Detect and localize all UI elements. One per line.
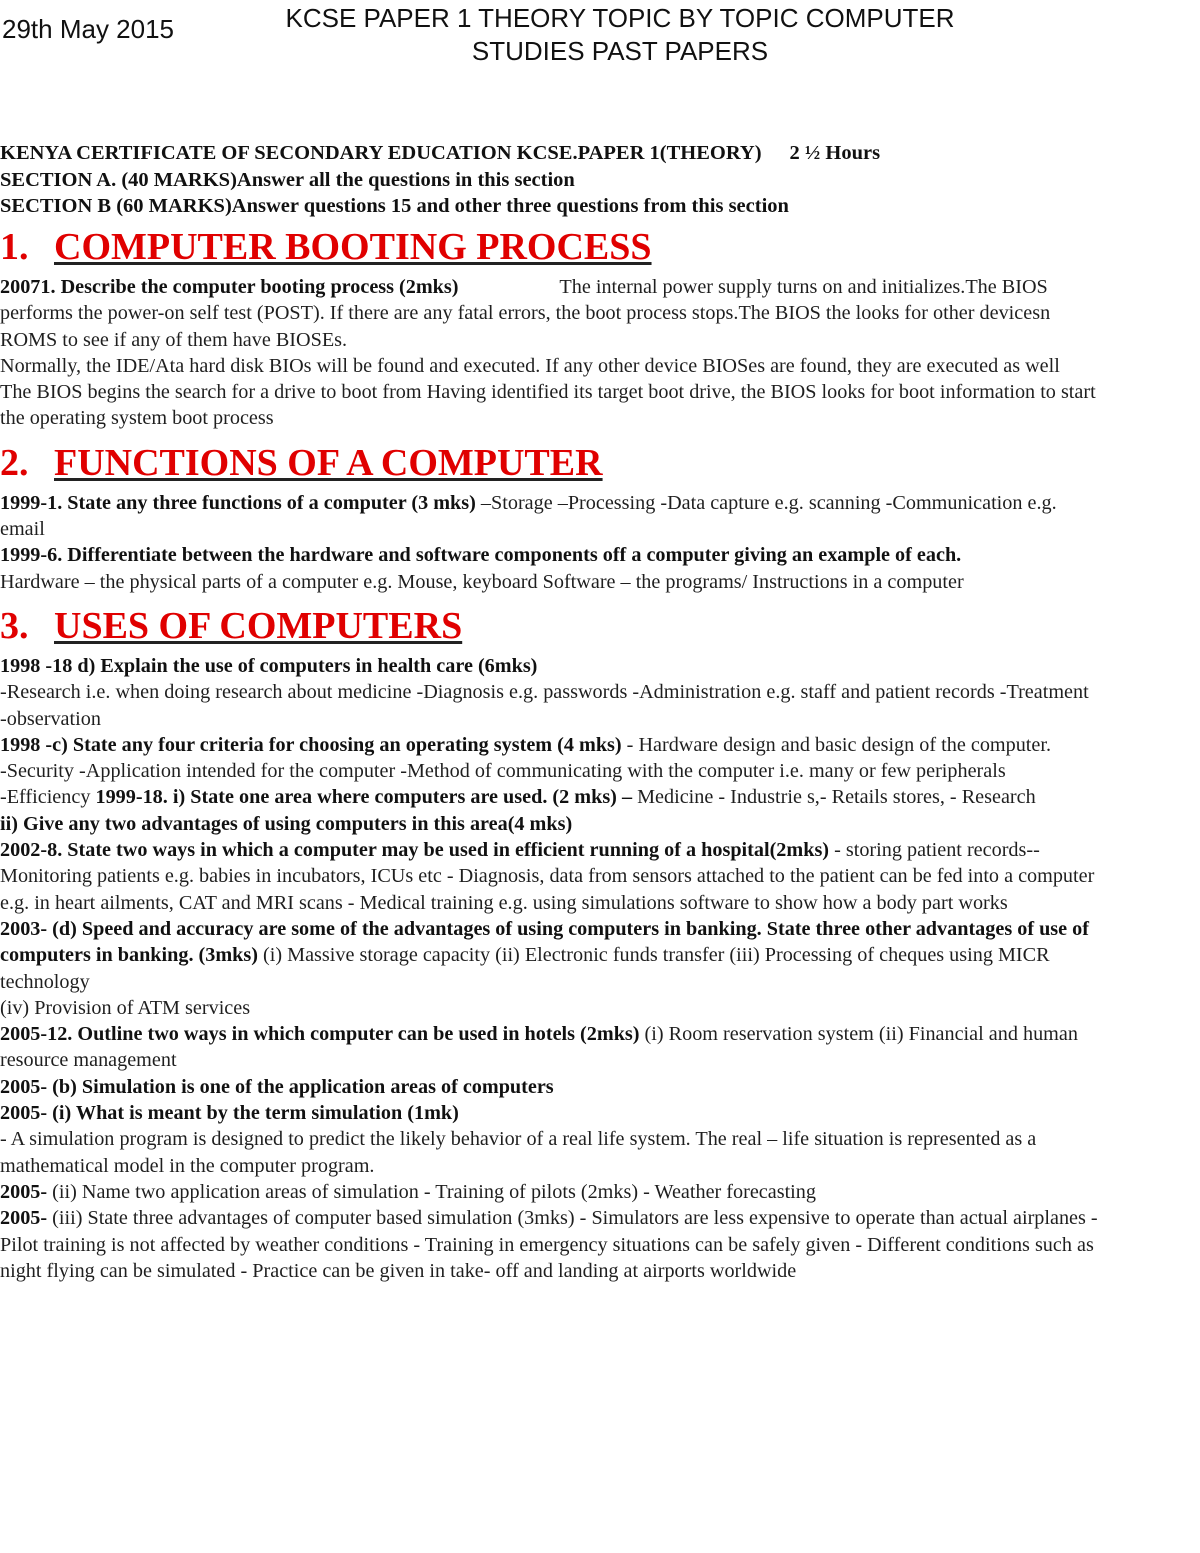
question-text: 1998 -c) State any four criteria for choosing an operating system (4 mks) xyxy=(0,733,622,756)
paragraph: -Security -Application intended for the computer -Method of communicating with the computer i.e. many or few peripherals xyxy=(0,760,1006,783)
paragraph xyxy=(0,1021,1105,1074)
paragraph xyxy=(0,916,1105,995)
paragraph xyxy=(0,542,1105,568)
intro-hours: 2 ½ Hours xyxy=(789,142,881,164)
paragraph: -observation xyxy=(0,707,101,730)
question-text: 2005- xyxy=(0,1207,48,1230)
answer-text: (iii) State three advantages of computer based simulation (3mks) - Simulators are less expensive to operate than actual airplanes - Pilot training is not affected by weather conditions - Training in emergency situations can be safely given - Different conditions such as night flying can be simulated - Practice can be given in take- off and landing at airports worldwide xyxy=(0,1207,1098,1282)
answer-text: (i) Massive storage capacity (ii) Electronic funds transfer (iii) Processing of cheques using MICR technology xyxy=(0,944,1050,993)
question-text: 2005- xyxy=(0,1180,48,1203)
answer-text: -Efficiency xyxy=(0,786,91,809)
paragraph xyxy=(0,1100,1105,1126)
header-date: 29th May 2015 xyxy=(2,14,175,44)
paragraph xyxy=(0,653,1105,679)
paragraph xyxy=(0,784,1105,810)
answer-text: Medicine - Industrie s,- Retails stores, - Research xyxy=(637,786,1036,809)
header-title-line-2: STUDIES PAST PAPERS xyxy=(471,36,769,66)
paragraph: (iv) Provision of ATM services xyxy=(0,996,251,1019)
section-heading-booting xyxy=(0,222,1105,272)
section-number: 2. xyxy=(0,441,29,484)
paragraph xyxy=(0,732,1105,758)
intro-exam-line xyxy=(0,140,1190,167)
answer-text: - Hardware design and basic design of the computer. xyxy=(626,733,1052,756)
section-title: COMPUTER BOOTING PROCESS xyxy=(54,226,652,268)
intro-section-a: SECTION A. (40 MARKS)Answer all the questions in this section xyxy=(0,168,575,191)
paragraph: Hardware – the physical parts of a computer e.g. Mouse, keyboard Software – the programs/ Instructions in a computer xyxy=(0,570,964,593)
header-title-line-1: KCSE PAPER 1 THEORY TOPIC BY TOPIC COMPUTER xyxy=(285,3,955,33)
question-text: 2005- (b) Simulation is one of the application areas of computers xyxy=(0,1075,554,1098)
answer-text: –Storage –Processing -Data capture e.g. scanning -Communication e.g. email xyxy=(0,491,1057,541)
section-heading-functions xyxy=(0,438,1105,488)
intro-section-b: SECTION B (60 MARKS)Answer questions 15 and other three questions from this section xyxy=(0,195,789,217)
question-text: 2003- (d) Speed and accuracy are some of the advantages of using computers in banking. State three other advantages of use of computers in banking. (3mks) xyxy=(0,917,1089,967)
paragraph xyxy=(0,490,1105,543)
question-text: 2005- (i) What is meant by the term simulation (1mk) xyxy=(0,1102,459,1125)
paragraph xyxy=(0,1074,1105,1100)
paragraph: - A simulation program is designed to predict the likely behavior of a real life system. The real – life situation is represented as a mathematical model in the computer program. xyxy=(0,1128,1037,1177)
question-text: ii) Give any two advantages of using computers in this area(4 mks) xyxy=(0,812,573,835)
section-number: 3. xyxy=(0,604,29,647)
question-text: 1998 -18 d) Explain the use of computers in health care (6mks) xyxy=(0,654,538,677)
paragraph xyxy=(0,811,1105,837)
paragraph xyxy=(0,837,1105,916)
paragraph: -Research i.e. when doing research about medicine -Diagnosis e.g. passwords -Administration e.g. staff and patient records -Treatment xyxy=(0,681,1089,704)
section-title: FUNCTIONS OF A COMPUTER xyxy=(54,441,603,484)
paragraph: Normally, the IDE/Ata hard disk BIOs will be found and executed. If any other device BIOSes are found, they are executed as well xyxy=(0,354,1060,377)
paragraph xyxy=(0,1179,1105,1205)
answer-text: (i) Room reservation system (ii) Financial and human resource management xyxy=(0,1023,1078,1072)
question-text: 20071. Describe the computer booting process (2mks) xyxy=(0,276,459,298)
answer-text: - storing patient records-- Monitoring patients e.g. babies in incubators, ICUs etc - Diagnosis, data from sensors attached to the patient can be fed into a computer e.g. in heart ailments, CAT and MRI scans - Medical training e.g. using simulations software to show how a body part works xyxy=(0,839,1095,914)
document-body xyxy=(0,222,1105,1284)
question-text: 1999-18. i) State one area where computers are used. (2 mks) – xyxy=(95,786,633,809)
answer-text: The internal power supply turns on and initializes.The BIOS performs the power-on self test (POST). If there are any fatal errors, the boot process stops.The BIOS the looks for other devicesn ROMS to see if any of them have BIOSEs. xyxy=(0,276,1051,351)
answer-text: (ii) Name two application areas of simulation - Training of pilots (2mks) - Weather forecasting xyxy=(52,1180,816,1203)
section-number: 1. xyxy=(0,226,29,268)
section-heading-uses xyxy=(0,601,1105,651)
paragraph xyxy=(0,274,1105,353)
paragraph xyxy=(0,1205,1105,1284)
paragraph: The BIOS begins the search for a drive to boot from Having identified its target boot drive, the BIOS looks for boot information to start the operating system boot process xyxy=(0,381,1096,430)
intro-exam-title: KENYA CERTIFICATE OF SECONDARY EDUCATION KCSE.PAPER 1(THEORY) xyxy=(0,142,762,164)
question-text: 2005-12. Outline two ways in which computer can be used in hotels (2mks) xyxy=(0,1023,640,1046)
question-text: 1999-1. State any three functions of a computer (3 mks) xyxy=(0,491,476,514)
exam-intro xyxy=(0,140,1190,220)
header-title xyxy=(210,2,1030,68)
question-text: 1999-6. Differentiate between the hardware and software components off a computer giving an example of each. xyxy=(0,544,962,567)
question-text: 2002-8. State two ways in which a computer may be used in efficient running of a hospital(2mks) xyxy=(0,839,830,862)
section-title: USES OF COMPUTERS xyxy=(54,604,463,647)
